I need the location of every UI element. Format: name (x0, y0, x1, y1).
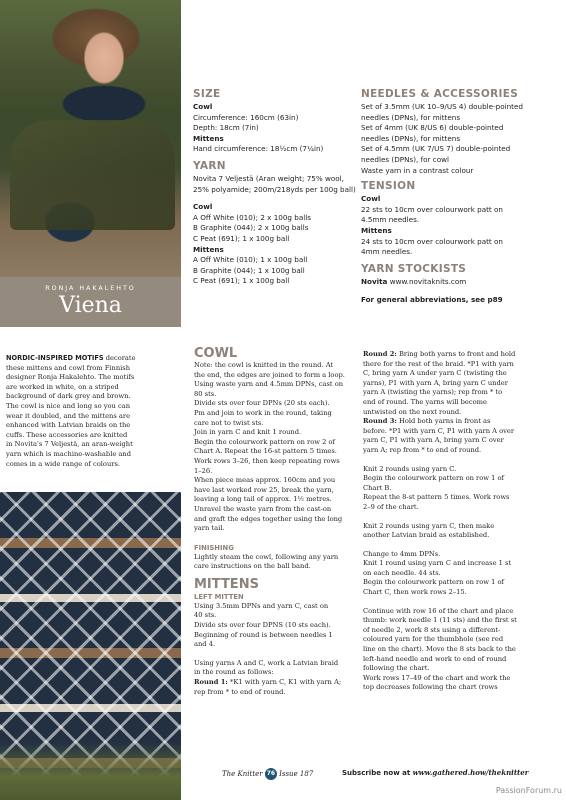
instruction-line: Work rows 17–49 of the chart and work the (363, 673, 511, 682)
subscribe-text: Subscribe now at (342, 769, 411, 777)
cowl-line: Begin the colourwork pattern on row 2 of (194, 437, 336, 446)
instruction-line: Knit 2 rounds using yarn C. (363, 464, 457, 473)
round2-line: there for the rest of the braid. *P1 with yarn (363, 359, 514, 368)
needles-line: Waste yarn in a contrast colour (361, 165, 474, 175)
instruction-line: on each needle. 44 sts. (363, 568, 441, 577)
round1-line: rep from * to end of round. (194, 687, 286, 696)
chart-b-instructions (363, 465, 563, 513)
abbreviations-note: For general abbreviations, see p89 (361, 295, 503, 305)
finishing-instructions (194, 553, 356, 572)
tension-details (361, 194, 561, 258)
yarn-line (193, 195, 358, 202)
cowl-instructions (194, 361, 356, 534)
instruction-line: Knit 2 rounds using yarn C, then make (363, 521, 495, 530)
instruction-line: Knit 1 round using yarn C and increase 1 st (363, 559, 512, 568)
round3-label: Round 3: (363, 417, 397, 426)
instructions-right-column (363, 350, 563, 693)
cowl-line: Using waste yarn and 4.5mm DPNs, cast on (194, 380, 344, 389)
round2-line: C, bring yarn A under yarn C (twisting the (363, 369, 507, 378)
subscribe-url[interactable]: www.gathered.how/theknitter (412, 768, 529, 777)
yarn-line: Novita 7 Veljestä (Aran weight; 75% wool, (193, 173, 344, 183)
size-line: Circumference: 160cm (63in) (193, 112, 299, 122)
cowl-line: 80 sts. (194, 389, 217, 398)
instruction-line: Change to 4mm DPNs. (363, 549, 441, 558)
mitten-line: Using 3.5mm DPNs and yarn C, cast on (194, 601, 329, 610)
watermark: PassionForum.ru (495, 786, 562, 795)
mitten-line: Divide sts over four DPNS (10 sts each). (194, 621, 331, 630)
cowl-swatch-photo (0, 492, 181, 800)
round3-line: Hold both yarns in front as (396, 417, 491, 426)
intro-line: cuffs. These accessories are knitted (6, 430, 128, 439)
stockist-url[interactable]: www.novitaknits.com (389, 276, 467, 286)
page-footer-left (222, 768, 313, 780)
instruction-line: following the chart. (363, 664, 430, 673)
yarn-line: A Off White (010); 1 x 100g ball (193, 255, 308, 265)
stockist-brand: Novita (361, 276, 388, 286)
cowl-line: care not to twist sts. (194, 418, 264, 427)
needles-line: Set of 3.5mm (UK 10–9/US 4) double-pointed (361, 102, 523, 111)
needles-line: Set of 4mm (UK 8/US 6) double-pointed (361, 123, 504, 133)
yarn-line: 25% polyamide; 200m/218yds per 100g ball) (193, 184, 356, 194)
round3-line: yarn A; rep from * to end of round. (363, 445, 482, 454)
mitten-line: Using yarns A and C, work a Latvian braid (194, 658, 339, 667)
cowl-heading: COWL (194, 346, 238, 361)
yarn-line: B Graphite (044); 1 x 100g ball (193, 265, 305, 275)
info-column-right (361, 88, 561, 306)
instruction-line: of needle 2, work 8 sts using a different- (363, 625, 501, 634)
round3-line: yarn C, P1 with yarn A, bring yarn C over (363, 436, 504, 445)
cowl-line: Join in yarn C and knit 1 round. (194, 428, 302, 437)
round2-line: untwisted on the next round. (363, 407, 462, 416)
needles-line: needles (DPNs), for cowl (361, 154, 449, 164)
mittens-heading: MITTENS (194, 576, 259, 592)
yarn-line: A Off White (010); 2 x 100g balls (193, 212, 311, 222)
cowl-line: yarn tail. (194, 524, 225, 533)
mitten-line: Beginning of round is between needles 1 (194, 630, 333, 639)
size-details (193, 102, 358, 155)
stockist-line (361, 277, 561, 288)
cowl-line: Chart A. Repeat the 16-st pattern 5 times. (194, 447, 337, 456)
intro-line: yarn which is machine-washable and (6, 449, 131, 458)
stockists-heading: YARN STOCKISTS (361, 262, 467, 275)
intro-line: these mittens and cowl from Finnish (6, 363, 131, 372)
tension-line: 4.5mm needles. (361, 215, 420, 225)
finishing-line: Lightly steam the cowl, following any yarn (194, 552, 339, 561)
finishing-line: care instructions on the ball band. (194, 562, 311, 571)
needles-line: needles (DPNs), for mittens (361, 112, 461, 122)
instruction-line: another Latvian braid as established. (363, 531, 490, 540)
tension-line: 22 sts to 10cm over colourwork patt on (361, 204, 503, 214)
title-caption (0, 277, 181, 327)
intro-line: enhanced with Latvian braids on the (6, 421, 131, 430)
instruction-line: Continue with row 16 of the chart and place (363, 606, 514, 615)
tension-line: Mittens (361, 225, 392, 235)
issue-number: Issue 187 (279, 770, 314, 778)
second-braid-instructions (363, 522, 563, 541)
size-heading: SIZE (193, 88, 221, 100)
pattern-title: Viena (59, 293, 122, 318)
intro-line: wear it doubled, and the mittens are (6, 411, 131, 420)
yarn-details (193, 174, 358, 287)
cowl-line: leaving a long tail of approx. 1½ metres. (194, 495, 332, 504)
intro-line: are worked in white, on a striped (6, 382, 119, 391)
instruction-line: Begin the colourwork pattern on row 1 of (363, 474, 505, 483)
instruction-line: top decreases following the chart (rows (363, 683, 498, 692)
intro-line: background of dark grey and brown. (6, 392, 131, 401)
yarn-line: C Peat (691); 1 x 100g ball (193, 276, 290, 286)
size-line: Hand circumference: 18½cm (7¼in) (193, 144, 324, 154)
left-mitten-caston (194, 602, 356, 650)
designer-name: RONJA HAKALEHTO (45, 285, 136, 292)
thumb-instructions (363, 607, 563, 693)
left-mitten-heading: LEFT MITTEN (194, 592, 244, 601)
info-column-left (193, 88, 358, 287)
tension-line: 24 sts to 10cm over colourwork patt on (361, 236, 503, 246)
intro-text (6, 354, 178, 469)
cowl-line: Unravel the waste yarn from the cast-on (194, 504, 332, 513)
intro-lead: NORDIC-INSPIRED MOTIFS (6, 354, 104, 362)
yarn-line: Mittens (193, 244, 224, 254)
needles-line: needles (DPNs), for mittens (361, 133, 461, 143)
needles-details (361, 102, 561, 176)
tension-heading: TENSION (361, 180, 416, 193)
cowl-line: Pm and join to work in the round, taking (194, 408, 332, 417)
size-line: Mittens (193, 133, 224, 143)
intro-line: comes in a wide range of colours. (6, 459, 121, 468)
page-footer-right (342, 768, 528, 777)
left-mitten-braid-intro (194, 659, 356, 678)
mitten-line: and 4. (194, 640, 216, 649)
yarn-line: Cowl (193, 202, 213, 212)
cowl-line: have last worked row 25, break the yarn, (194, 485, 334, 494)
cowl-line: 1–26. (194, 466, 213, 475)
intro-line: designer Ronja Hakalehto. The motifs (6, 373, 135, 382)
model-photo (0, 0, 181, 277)
round3-line: before. *P1 with yarn C, P1 with yarn A over (363, 426, 515, 435)
size-line: Depth: 18cm (7in) (193, 123, 259, 133)
yarn-line: B Graphite (044); 2 x 100g balls (193, 223, 309, 233)
page-number: 76 (265, 768, 277, 780)
mitten-line: 40 sts. (194, 611, 217, 620)
instruction-line: Chart B. (363, 483, 392, 492)
needles-heading: NEEDLES & ACCESSORIES (361, 88, 519, 100)
cowl-column (194, 346, 356, 697)
instruction-line: thumb: work needle 1 (11 sts) and the first st (363, 616, 517, 625)
intro-line: in Novita's 7 Veljestä, an aran-weight (6, 440, 133, 449)
cowl-line: and graft the edges together using the long (194, 514, 343, 523)
cowl-line: Work rows 3–26, then keep repeating rows (194, 456, 340, 465)
intro-line: The cowl is nice and long so you can (6, 401, 131, 410)
needles-line: Set of 4.5mm (UK 7/US 7) double-pointed (361, 144, 511, 154)
cowl-line: the end, the edges are joined to form a loop. (194, 370, 345, 379)
cowl-line: Divide sts over four DPNs (20 sts each). (194, 399, 330, 408)
instruction-line: Chart C, then work rows 2–15. (363, 588, 467, 597)
instruction-line: Begin the colourwork pattern on row 1 of (363, 578, 505, 587)
chart-c-instructions (363, 550, 563, 598)
cowl-line: When piece meas approx. 160cm and you (194, 476, 336, 485)
cowl-line: Note: the cowl is knitted in the round. At (194, 361, 334, 369)
mitten-line: in the round as follows: (194, 668, 274, 677)
instruction-line: left-hand needle and work to end of round (363, 654, 507, 663)
instruction-line: 2–9 of the chart. (363, 502, 419, 511)
yarn-heading: YARN (193, 159, 226, 172)
round1-line: *K1 with yarn C, K1 with yarn A; (227, 678, 342, 687)
tension-line: Cowl (361, 194, 381, 204)
instruction-line: coloured yarn for the thumbhole (see red (363, 635, 504, 644)
round1-label: Round 1: (194, 678, 228, 687)
tension-line: 4mm needles. (361, 247, 413, 257)
round2-label: Round 2: (363, 350, 397, 358)
round2-line: yarns), P1 with yarn A, bring yarn C under (363, 378, 508, 387)
instruction-line: Repeat the 8-st pattern 5 times. Work rows (363, 493, 510, 502)
finishing-heading: FINISHING (194, 543, 234, 552)
intro-line: decorate (103, 354, 136, 362)
yarn-line: C Peat (691); 1 x 100g ball (193, 233, 290, 243)
size-line: Cowl (193, 102, 213, 111)
round2-line: Bring both yarns to front and hold (396, 350, 516, 358)
round2-line: yarn A (twisting the yarns); rep from * to (363, 388, 503, 397)
instruction-line: line on the chart). Move the 8 sts back to the (363, 645, 516, 654)
round2-line: end of round. The yarns will become (363, 397, 487, 406)
magazine-name: The Knitter (222, 770, 263, 778)
